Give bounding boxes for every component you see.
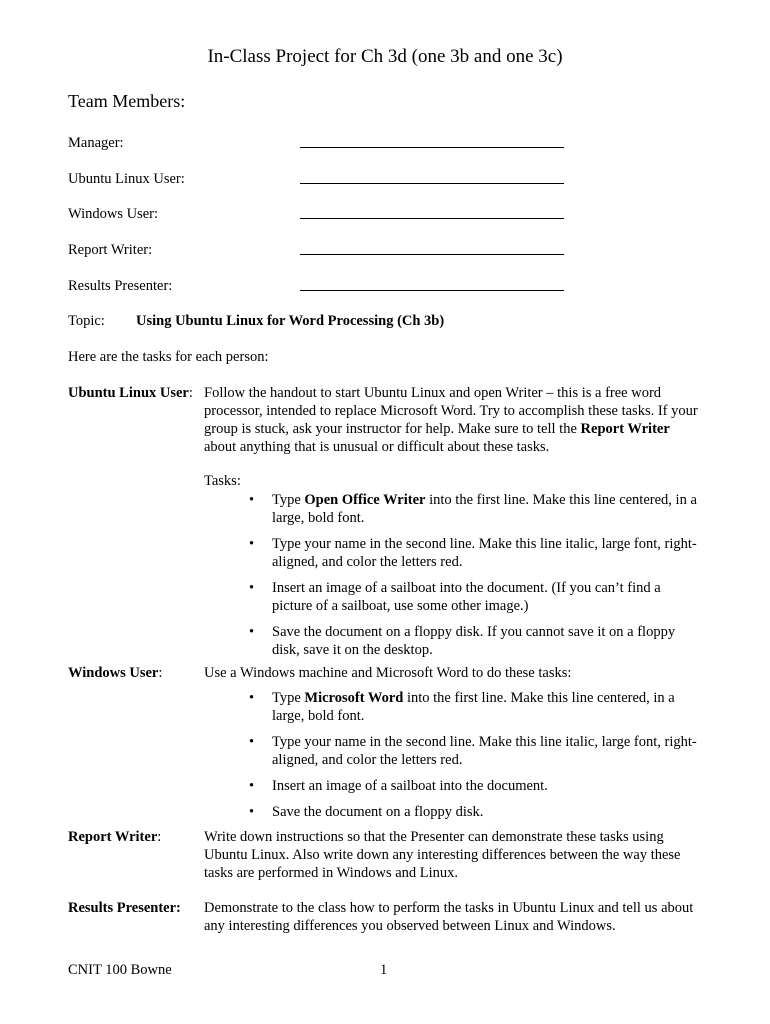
intro-text: Here are the tasks for each person: [68, 349, 269, 365]
presenter-label: Results Presenter: [68, 900, 181, 916]
role-label-windows: Windows User: [68, 206, 159, 222]
windows-colon: : [158, 665, 163, 681]
ubuntu-label: Ubuntu Linux User [68, 385, 189, 401]
report-label: Report Writer [68, 829, 158, 845]
ubuntu-desc-a: Follow the handout to start Ubuntu Linux and open Writer – this is a free word processor, intended to replace Microsoft Word. Try to accomplish these tasks. If your group is stuck, ask your instructor for help. Make sure to tell the [204, 385, 698, 437]
task-text: Insert an image of a sailboat into the document. [272, 778, 548, 794]
task-text: Type your name in the second line. Make this line italic, large font, right-aligned, and color the letters red. [272, 536, 697, 570]
presenter-description: Demonstrate to the class how to perform the tasks in Ubuntu Linux and tell us about any interesting differences you observed between Linux and Windows. [204, 900, 694, 934]
windows-label: Windows User [68, 665, 159, 681]
report-section-label [68, 828, 161, 846]
role-label-report: Report Writer: [68, 242, 153, 258]
list-item [249, 733, 702, 769]
task-text: Save the document on a floppy disk. If you cannot save it on a floppy disk, save it on the desktop. [272, 624, 676, 658]
ubuntu-desc-b: about anything that is unusual or difficult about these tasks. [204, 439, 550, 455]
task-text: Insert an image of a sailboat into the document. (If you can’t find a picture of a sailboat, use some other image.) [272, 580, 661, 614]
task-text: Save the document on a floppy disk. [272, 804, 484, 820]
windows-description: Use a Windows machine and Microsoft Word to do these tasks: [204, 665, 572, 681]
bullet-icon: • [249, 624, 255, 640]
page-title: In-Class Project for Ch 3d (one 3b and one 3c) [207, 46, 563, 67]
role-label-presenter: Results Presenter: [68, 278, 173, 294]
topic-label: Topic: [68, 313, 105, 329]
signature-line-report [300, 254, 564, 255]
topic-value: Using Ubuntu Linux for Word Processing (Ch 3b) [136, 313, 445, 329]
task-text-bold: Microsoft Word [304, 690, 404, 706]
list-item [249, 803, 702, 821]
ubuntu-description [204, 384, 704, 456]
report-colon: : [157, 829, 162, 845]
task-text: Type [272, 492, 305, 508]
bullet-icon: • [249, 734, 255, 750]
signature-line-ubuntu [300, 183, 564, 184]
report-description: Write down instructions so that the Presenter can demonstrate these tasks using Ubuntu Linux. Also write down any interesting differences between the way these tasks are performed in Windows and Linux. [204, 829, 681, 881]
list-item [249, 689, 702, 725]
windows-section-label [68, 664, 162, 682]
page-number: 1 [380, 962, 388, 978]
ubuntu-colon: : [188, 385, 193, 401]
team-members-heading: Team Members: [68, 91, 186, 111]
ubuntu-task-list [249, 491, 702, 659]
task-text: into the first line. Make this line centered, in a large, bold font. [272, 690, 675, 724]
role-label-manager: Manager: [68, 135, 124, 151]
list-item [249, 579, 702, 615]
task-text: into the first line. Make this line centered, in a large, bold font. [272, 492, 697, 526]
footer-course: CNIT 100 Bowne [68, 962, 172, 978]
task-text: Type your name in the second line. Make this line italic, large font, right-aligned, and color the letters red. [272, 734, 697, 768]
list-item [249, 491, 702, 527]
bullet-icon: • [249, 778, 255, 794]
signature-line-windows [300, 218, 564, 219]
role-label-ubuntu: Ubuntu Linux User: [68, 171, 185, 187]
bullet-icon: • [249, 804, 255, 820]
tasks-label: Tasks: [204, 473, 241, 489]
list-item [249, 623, 702, 659]
windows-task-list [249, 689, 702, 821]
list-item [249, 535, 702, 571]
bullet-icon: • [249, 580, 255, 596]
ubuntu-desc-bold: Report Writer [580, 421, 670, 437]
signature-line-manager [300, 147, 564, 148]
signature-line-presenter [300, 290, 564, 291]
bullet-icon: • [249, 536, 255, 552]
task-text-bold: Open Office Writer [304, 492, 426, 508]
bullet-icon: • [249, 492, 255, 508]
list-item [249, 777, 702, 795]
bullet-icon: • [249, 690, 255, 706]
task-text: Type [272, 690, 305, 706]
ubuntu-section-label [68, 384, 193, 402]
